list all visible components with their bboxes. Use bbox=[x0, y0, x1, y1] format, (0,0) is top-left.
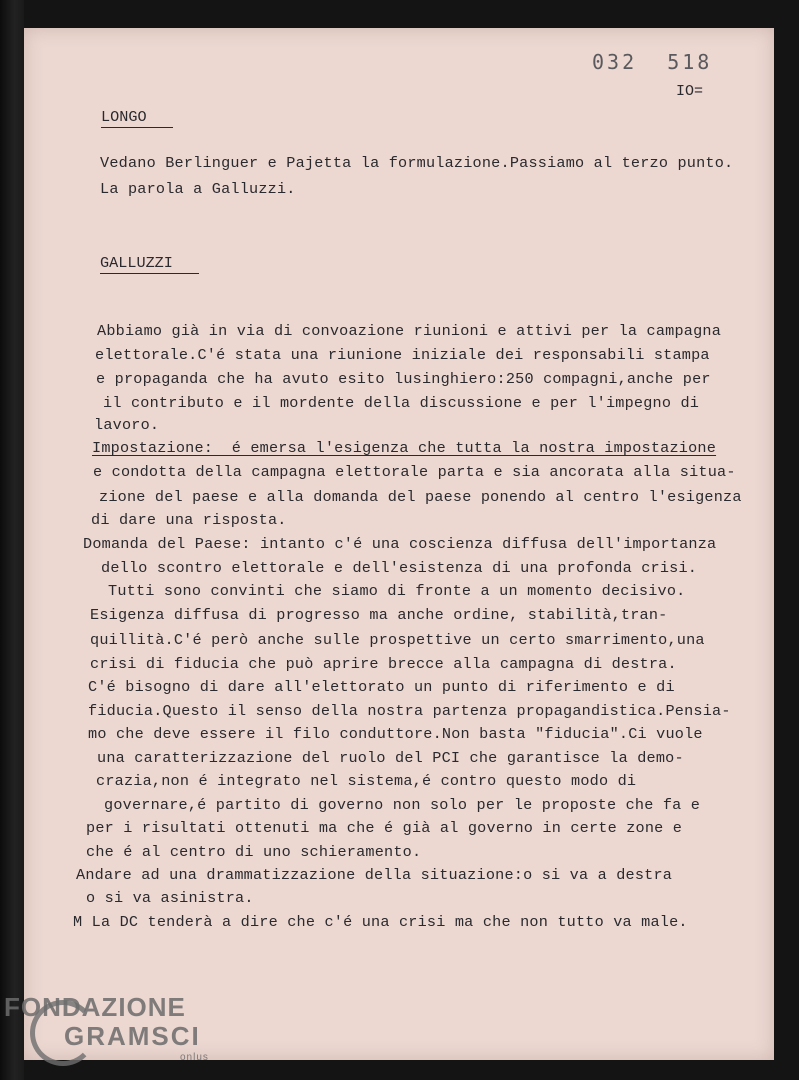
text-line: di dare una risposta. bbox=[91, 511, 287, 529]
text-line: quillità.C'é però anche sulle prospettive un certo smarrimento,una bbox=[90, 631, 705, 649]
text-line: crisi di fiducia che può aprire brecce alla campagna di destra. bbox=[90, 655, 677, 673]
text-line: e propaganda che ha avuto esito lusinghiero:250 compagni,anche per bbox=[96, 370, 711, 388]
text-line: C'é bisogno di dare all'elettorato un punto di riferimento e di bbox=[88, 678, 675, 696]
stamp-right-number: 518 bbox=[667, 50, 713, 74]
text-line: e condotta della campagna elettorale parta e sia ancorata alla situa- bbox=[93, 463, 736, 481]
watermark-logo bbox=[4, 992, 209, 1063]
speaker-heading-longo: LONGO bbox=[101, 108, 173, 128]
stamp-left-number: 032 bbox=[592, 50, 638, 74]
text-line: Abbiamo già in via di convoazione riunioni e attivi per la campagna bbox=[97, 322, 722, 340]
page-number: IO= bbox=[676, 83, 704, 100]
text-line: Tutti sono convinti che siamo di fronte a un momento decisivo. bbox=[108, 582, 686, 600]
text-line: Vedano Berlinguer e Pajetta la formulazione.Passiamo al terzo punto. bbox=[100, 154, 734, 172]
text-line: Impostazione: é emersa l'esigenza che tutta la nostra impostazione bbox=[92, 439, 717, 457]
text-line: Esigenza diffusa di progresso ma anche ordine, stabilità,tran- bbox=[90, 606, 668, 624]
text-line: che é al centro di uno schieramento. bbox=[86, 843, 422, 861]
text-line: La parola a Galluzzi. bbox=[100, 180, 296, 198]
watermark-line1: FONDAZIONE bbox=[4, 992, 186, 1022]
text-line: dello scontro elettorale e dell'esistenza di una profonda crisi. bbox=[101, 559, 698, 577]
text-line: il contributo e il mordente della discussione e per l'impegno di bbox=[103, 394, 700, 412]
text-line: fiducia.Questo il senso della nostra partenza propagandistica.Pensia- bbox=[88, 702, 731, 720]
text-line: governare,é partito di governo non solo per le proposte che fa e bbox=[104, 796, 701, 814]
text-line: o si va asinistra. bbox=[86, 889, 254, 907]
watermark-line2: GRAMSCI bbox=[64, 1021, 201, 1051]
text-line: una caratterizzazione del ruolo del PCI che garantisce la demo- bbox=[97, 749, 684, 767]
scanner-edge bbox=[0, 0, 24, 1080]
text-line: M La DC tenderà a dire che c'é una crisi ma che non tutto va male. bbox=[73, 913, 688, 931]
watermark-suffix: onlus bbox=[180, 1052, 209, 1063]
text-line: Andare ad una drammatizzazione della situazione:o si va a destra bbox=[76, 866, 673, 884]
text-line: crazia,non é integrato nel sistema,é contro questo modo di bbox=[96, 772, 637, 790]
text-line: per i risultati ottenuti ma che é già al governo in certe zone e bbox=[86, 819, 683, 837]
speaker-heading-galluzzi: GALLUZZI bbox=[100, 254, 199, 274]
archive-stamp bbox=[592, 50, 712, 74]
text-line: Domanda del Paese: intanto c'é una coscienza diffusa dell'importanza bbox=[83, 535, 717, 553]
text-line: mo che deve essere il filo conduttore.Non basta "fiducia".Ci vuole bbox=[88, 725, 703, 743]
text-line: zione del paese e alla domanda del paese ponendo al centro l'esigenza bbox=[99, 488, 742, 506]
text-line: lavoro. bbox=[94, 416, 160, 434]
text-line: elettorale.C'é stata una riunione iniziale dei responsabili stampa bbox=[95, 346, 710, 364]
